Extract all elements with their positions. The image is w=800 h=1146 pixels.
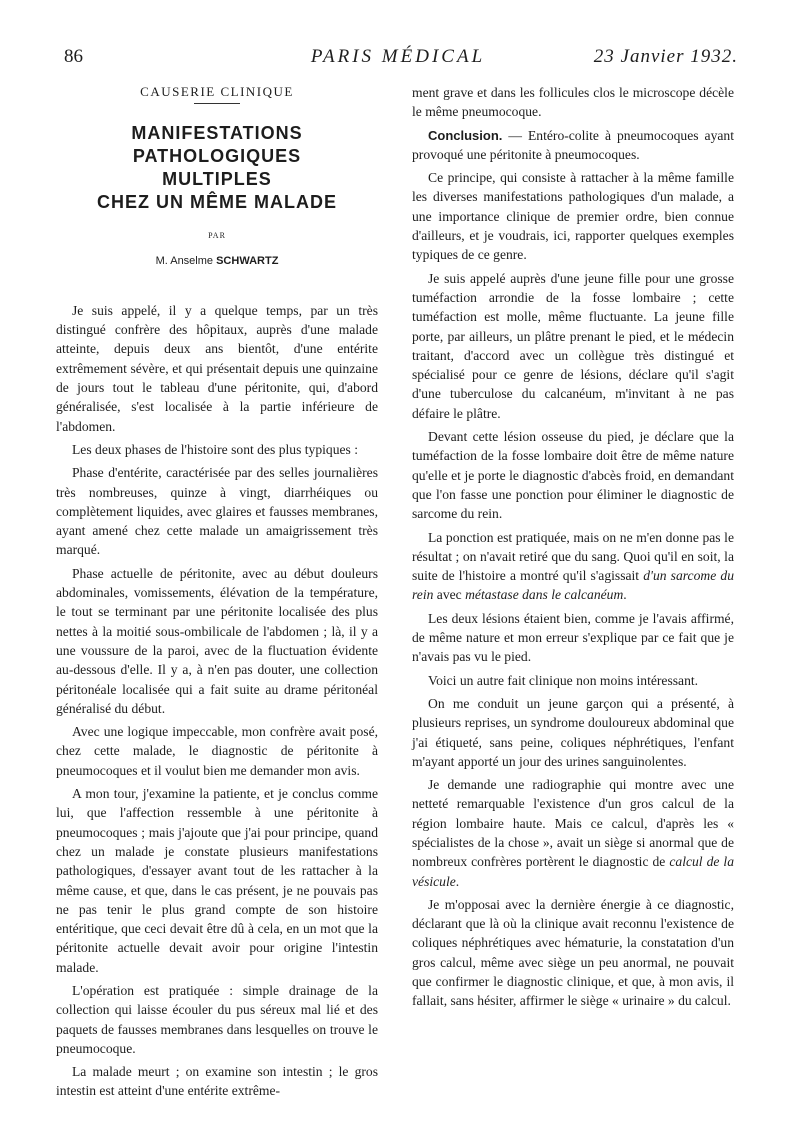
byline-par: PAR xyxy=(208,231,226,241)
paragraph: Je suis appelé, il y a quelque temps, par un très distingué confrère des hôpitaux, auprès d'une malade atteinte, depuis deux ans bientôt, d'une entérite extrêmement sévère, et qui présentait depuis une quinzaine de jours tout le tableau d'une péritonite, qui, d'abord généralisée, s'est localisée à la partie inférieure de l'abdomen. xyxy=(56,302,378,434)
page-header xyxy=(58,44,738,74)
page-number: 86 xyxy=(64,46,83,67)
text-run: . xyxy=(455,873,460,889)
text-run: Je demande une radiographie qui montre avec une netteté remarquable l'existence d'un gros calcul de la région lombaire haute. Mais ce calcul, d'après les « spécialistes de la chose », avait un siège si anormal que de nombreux confrères portèrent le diagnostic de xyxy=(412,777,734,870)
author-prefix: M. Anselme xyxy=(155,254,214,267)
italic-term: d'un sarcome du rein xyxy=(412,568,734,603)
paragraph: Je suis appelé auprès d'une jeune fille pour une grosse tuméfaction arrondie de la fosse lombaire ; cette tuméfaction est molle, même fluctuante. La jeune fille porte, par ailleurs, un plâtre prenant le pied, et le médecin traitant, d'accord avec un collègue très distingué et spécialisé pour ce genre de lésions, déclare qu'il s'agit d'une tuberculose du calcanéum, m'invitant à ne pas défaire le plâtre. xyxy=(412,270,734,421)
paragraph: Les deux phases de l'histoire sont des plus typiques : xyxy=(72,441,358,457)
article-title-line-3: MULTIPLES xyxy=(162,169,272,190)
paragraph: Voici un autre fait clinique non moins intéressant. xyxy=(428,672,699,688)
conclusion-text: — Entéro-colite à pneumocoques ayant provoqué une péritonite à pneumocoques. xyxy=(412,127,734,162)
journal-title: PARIS MÉDICAL xyxy=(310,46,486,67)
section-rubric: CAUSERIE CLINIQUE xyxy=(140,84,294,99)
paragraph: Ce principe, qui consiste à rattacher à la même famille les diverses manifestations pathologiques d'un malade, a une importance clinique de premier ordre, bien connue d'ailleurs, et je voudrais, ici, rapporter quelques exemples typiques de ce genre. xyxy=(412,170,734,263)
conclusion-paragraph xyxy=(412,126,734,165)
text-run: avec xyxy=(433,587,466,603)
paragraph: Devant cette lésion osseuse du pied, je déclare que la tuméfaction de la fosse lombaire doit être de même nature qu'elle et je porte le diagnostic d'abcès froid, en demandant que l'on fasse une ponction pour éliminer le diagnostic de sarcome du rein. xyxy=(412,429,734,522)
issue-date: 23 Janvier 1932. xyxy=(593,46,738,67)
paragraph: On me conduit un jeune garçon qui a présenté, à plusieurs reprises, un syndrome douloureux abdominal que j'ai étiqueté, sans peine, coliques néphrétiques, l'enfant m'ayant apporté un jour des urines sanguinolentes. xyxy=(412,695,734,769)
author-byline xyxy=(56,252,378,271)
paragraph: Les deux lésions étaient bien, comme je l'avais affirmé, de même nature et mon erreur s'explique par ce fait que je n'avais pas vu le pied. xyxy=(412,610,734,665)
paragraph xyxy=(412,775,734,891)
paragraph: Phase actuelle de péritonite, avec au début douleurs abdominales, vomissements, élévation de la température, le tout se terminant par une péritonite localisée des plus nettes à la moitié sous-ombilicale de l'abdomen ; là, il y a une voussure de la paroi, avec de la fluctuation évidente au-dessous d'elle. Il y a, à n'en pas douter, une collection péritonéale localisée qui a fait suite au drame péritonéal généralisé du début. xyxy=(56,565,378,716)
paragraph: Phase d'entérite, caractérisée par des selles journalières très nombreuses, quinze à vingt, diarrhéiques ou complètement liquides, avec glaires et fausses membranes, ayant amené chez cette malade un amaigrissement très marqué. xyxy=(56,465,378,558)
text-run: La ponction est pratiquée, mais on ne m'en donne pas le résultat ; on n'avait retiré que du sang. Quoi qu'il en soit, la suite de l'histoire a montré qu'il s'agissait xyxy=(412,529,734,584)
author-name: SCHWARTZ xyxy=(216,254,279,267)
conclusion-label: Conclusion. xyxy=(428,127,503,143)
paragraph: Je m'opposai avec la dernière énergie à ce diagnostic, déclarant que là où la clinique avait reconnu l'existence de coliques néphrétiques avec hématurie, la constatation d'un gros calcul, même avec siège un peu anormal, ne pouvait que confirmer le diagnostic clinique, et que, à mon avis, il fallait, sans hésiter, affirmer le siège « urinaire » du calcul. xyxy=(412,896,734,1009)
text-run: . xyxy=(623,587,627,603)
right-column xyxy=(412,83,734,1015)
paragraph: La malade meurt ; on examine son intestin ; le gros intestin est atteint d'une entérite extrême- xyxy=(56,1064,378,1099)
paragraph-continued: ment grave et dans les follicules clos le microscope décèle le même pneumocoque. xyxy=(412,85,734,120)
italic-term: métastase dans le calcanéum xyxy=(465,587,624,603)
article-title-line-1: MANIFESTATIONS xyxy=(131,123,303,144)
article-title-line-4: CHEZ UN MÊME MALADE xyxy=(97,192,337,213)
paragraph: A mon tour, j'examine la patiente, et je conclus comme lui, que l'affection ressemble à une péritonite à pneumocoques ; mais j'ajoute que j'ai pour principe, quand chez un malade je constate plusieurs manifestations pathologiques, d'essayer avant tout de les rattacher à la même cause, et que, dans le cas présent, je ne pouvais pas ne pas tenir le plus grand compte de son histoire entéritique, que ceci devait être dû à cela, en un mot que la péritonite actuelle devait avoir pour origine l'intestin malade. xyxy=(56,786,378,975)
paragraph: L'opération est pratiquée : simple drainage de la collection qui laisse écouler du pus séreux mal lié et des paquets de fausses membranes dans lesquelles on trouve le pneumocoque. xyxy=(56,982,378,1056)
article-title-line-2: PATHOLOGIQUES xyxy=(132,146,302,167)
italic-term: calcul de la vésicule xyxy=(412,854,735,889)
rubric-divider xyxy=(194,103,240,104)
left-column xyxy=(56,80,378,1105)
paragraph xyxy=(412,528,734,605)
paragraph: Avec une logique impeccable, mon confrère avait posé, chez cette malade, le diagnostic de péritonite à pneumocoques et il voulut bien me demander mon avis. xyxy=(56,724,378,778)
